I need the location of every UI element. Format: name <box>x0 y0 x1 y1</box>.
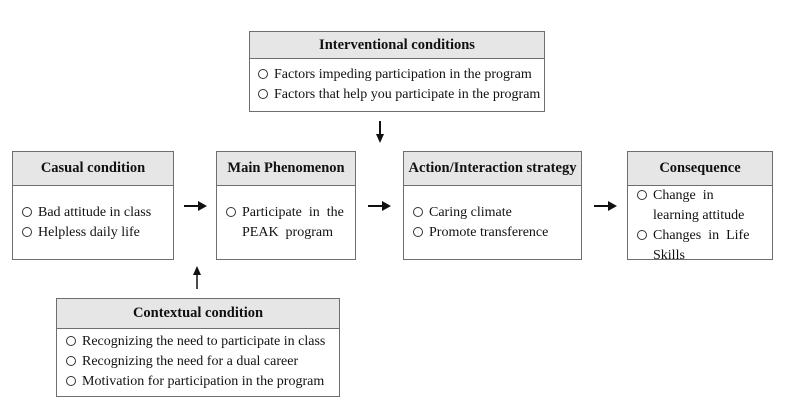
item-text: Motivation for participation in the program <box>82 374 325 389</box>
item-text: Factors impeding participation in the program <box>274 67 532 82</box>
item-text: Helpless daily life <box>38 224 140 240</box>
item-text: Caring climate <box>429 204 512 220</box>
arrow-interventional-down-icon <box>376 121 384 143</box>
item-text: Bad attitude in class <box>38 204 152 220</box>
causal-condition-title: Casual condition <box>13 152 173 186</box>
main-phenomenon-title: Main Phenomenon <box>217 152 355 186</box>
action-strategy-title: Action/Interaction strategy <box>404 152 581 186</box>
arrow-contextual-up-icon <box>193 266 201 289</box>
item-text: Promote transference <box>429 224 549 240</box>
interventional-conditions-title: Interventional conditions <box>250 32 544 59</box>
item-text: Change in learning attitude <box>653 188 745 223</box>
item-text: Recognizing the need to participate in class <box>82 334 326 349</box>
contextual-condition-title: Contextual condition <box>57 299 339 329</box>
item-text: Recognizing the need for a dual career <box>82 354 299 369</box>
item-text: Factors that help you participate in the program <box>274 87 541 102</box>
arrow-phenomenon-to-action-icon <box>368 201 391 211</box>
item-text: Participate in the PEAK program <box>242 204 348 240</box>
arrow-causal-to-phenomenon-icon <box>184 201 207 211</box>
item-text: Changes in Life Skills <box>653 228 753 263</box>
consequence-title: Consequence <box>628 152 772 186</box>
arrow-action-to-consequence-icon <box>594 201 617 211</box>
